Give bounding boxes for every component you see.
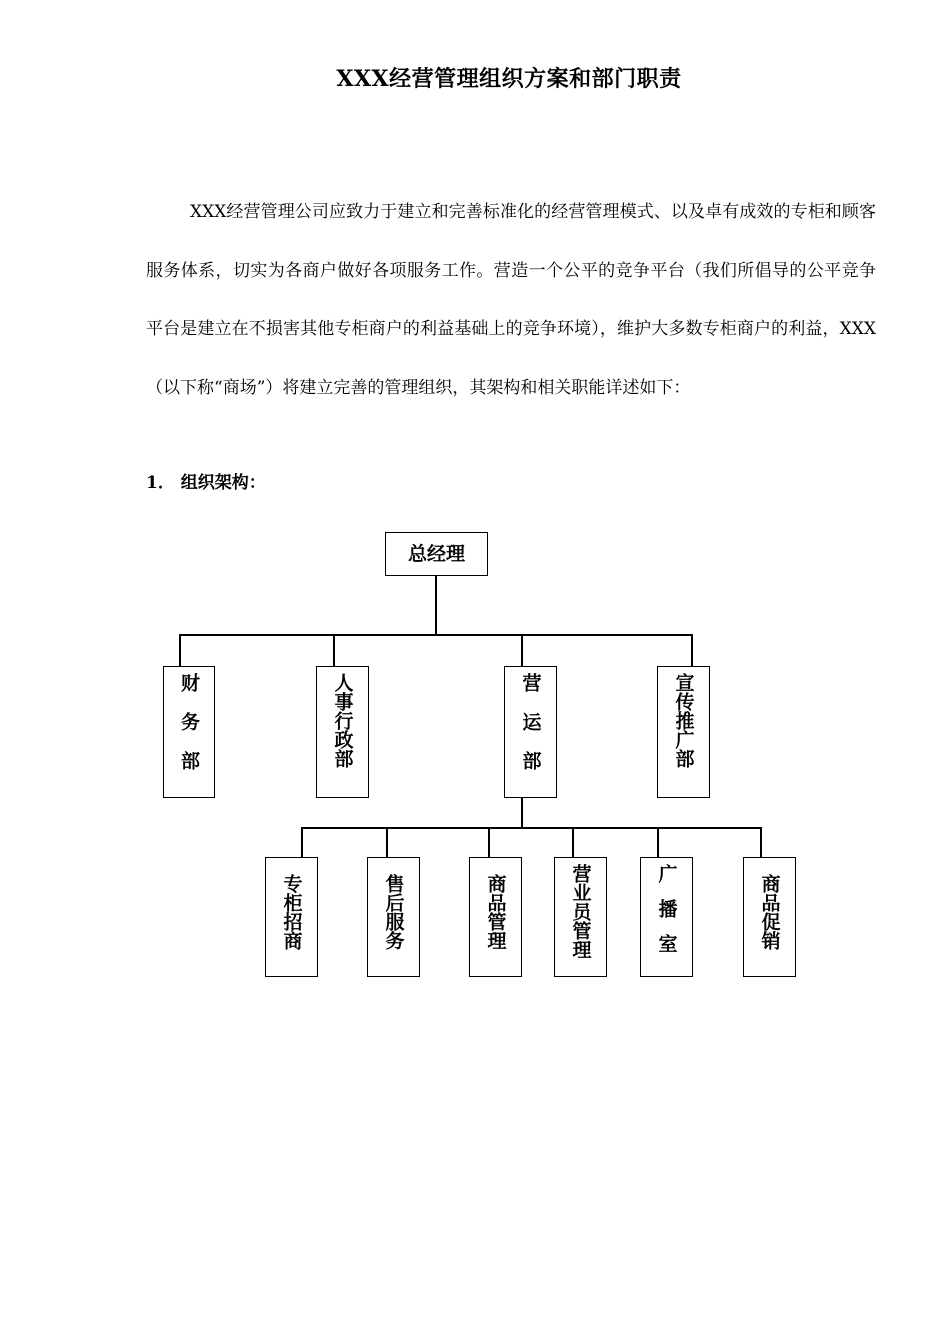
connector bbox=[760, 827, 762, 858]
org-node-operations bbox=[504, 666, 557, 798]
connector bbox=[521, 797, 523, 828]
org-node-counter-leasing bbox=[265, 857, 318, 977]
org-node-label: 售后服务 bbox=[382, 874, 405, 950]
org-node-broadcast-room bbox=[640, 857, 693, 977]
org-node-label: 专柜招商 bbox=[280, 874, 303, 950]
connector bbox=[301, 827, 761, 829]
intro-text: XXX经营管理公司应致力于建立和完善标准化的经营管理模式、以及卓有成效的专柜和顾客服务体系，切实为各商户做好各项服务工作。营造一个公平的竞争平台（我们所倡导的公平竞争平台是建立在不损害其他专柜商户的利益基础上的竞争环境），维护大多数专柜商户的利益，XXX（以下称“商场”）将建立完善的管理组织，其架构和相关职能详述如下： bbox=[146, 202, 876, 398]
document-title: XXX经营管理组织方案和部门职责 bbox=[336, 66, 682, 92]
section-heading: 1． 组织架构： bbox=[146, 473, 266, 493]
connector bbox=[488, 827, 490, 858]
org-node-label: 营业员管理 bbox=[569, 864, 592, 959]
org-node-label: 商品促销 bbox=[758, 874, 781, 950]
connector bbox=[179, 634, 692, 636]
connector bbox=[691, 634, 693, 667]
org-node-marketing bbox=[657, 666, 710, 798]
org-node-label: 广播室 bbox=[655, 864, 678, 969]
org-node-after-sales bbox=[367, 857, 420, 977]
org-node-general-manager bbox=[385, 532, 488, 576]
org-node-label: 商品管理 bbox=[484, 874, 507, 950]
connector bbox=[333, 634, 335, 667]
org-node-label: 人事行政部 bbox=[331, 673, 354, 768]
intro-paragraph bbox=[146, 183, 876, 417]
org-node-promotion bbox=[743, 857, 796, 977]
org-node-label: 营运部 bbox=[519, 673, 542, 790]
connector bbox=[521, 634, 523, 667]
connector bbox=[301, 827, 303, 858]
org-node-finance bbox=[163, 666, 215, 798]
org-node-hr-admin bbox=[316, 666, 369, 798]
org-node-merchandise-mgmt bbox=[469, 857, 522, 977]
org-node-label: 宣传推广部 bbox=[672, 673, 695, 768]
org-node-staff-mgmt bbox=[554, 857, 607, 977]
connector bbox=[435, 576, 437, 635]
connector bbox=[572, 827, 574, 858]
org-node-label: 财务部 bbox=[178, 673, 200, 790]
connector bbox=[657, 827, 659, 858]
org-node-label: 总经理 bbox=[407, 543, 465, 565]
connector bbox=[386, 827, 388, 858]
connector bbox=[179, 634, 181, 667]
